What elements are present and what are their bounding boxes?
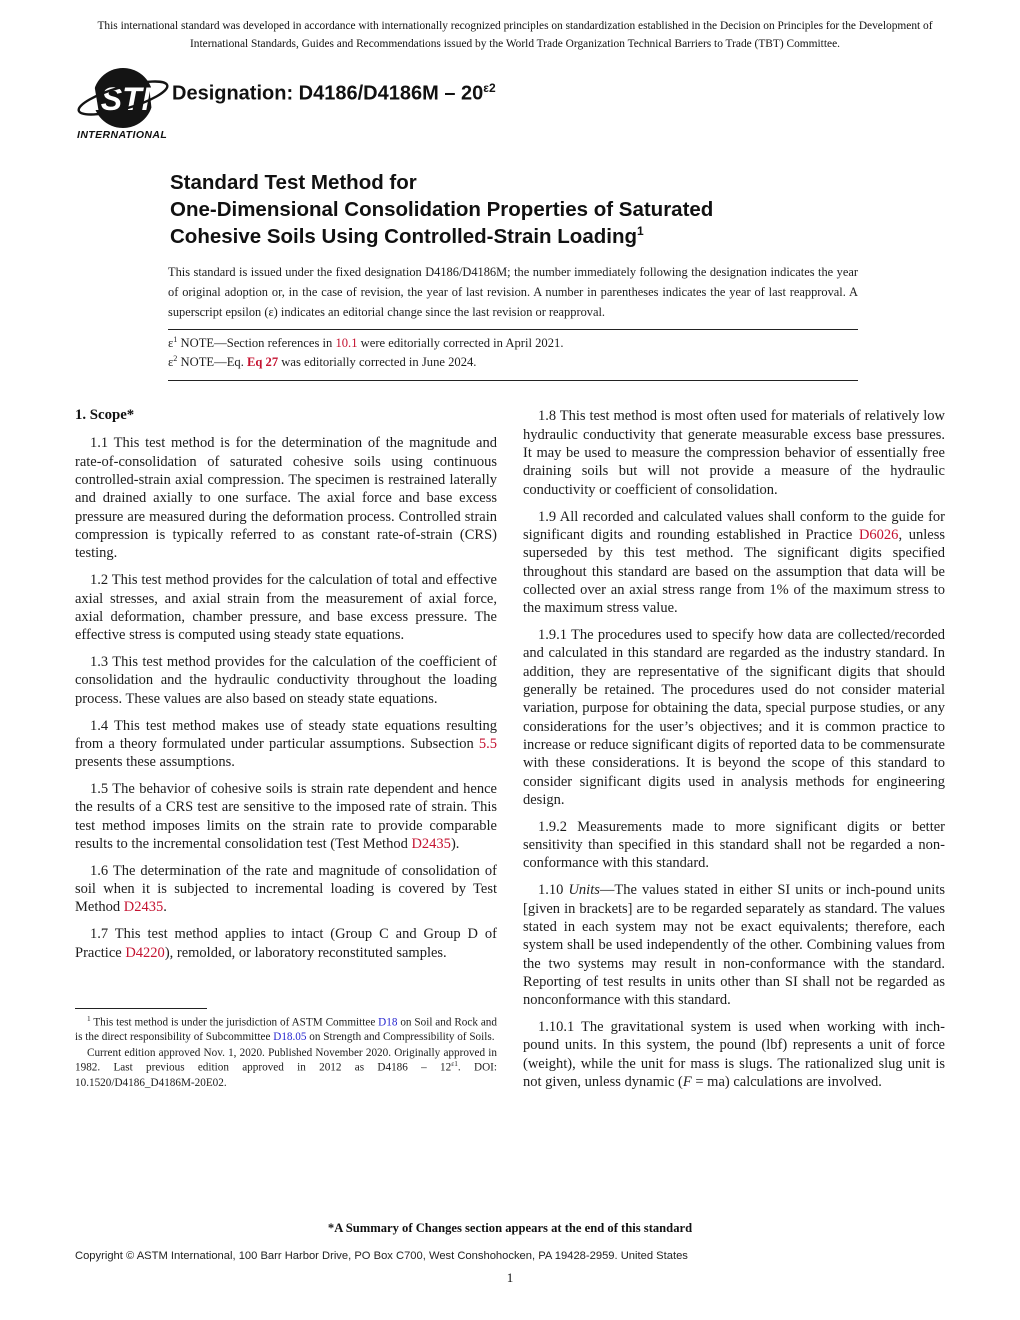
standard-title [170, 169, 945, 250]
title-line-3-text: Cohesive Soils Using Controlled-Strain Loading [170, 225, 637, 249]
footnote-separator [75, 1008, 207, 1009]
text-segment: 1.6 The determination of the rate and magnitude of consolidation of soil when it is subjected to incremental loading is covered by Test Method [75, 862, 497, 916]
epsilon-notes [168, 330, 858, 378]
text-segment: Units [568, 882, 600, 899]
page-number: 1 [506, 1270, 514, 1285]
text-segment: 1.10.1 The gravitational system is used when working with inch-pound units. In this system, the pound (lbf) represents a unit of force (weight), while the unit for mass is slugs. The rationalized slug unit is not given, unless dynamic ( [523, 1019, 945, 1091]
divider-bottom [168, 380, 858, 381]
reference-link[interactable]: D2435 [123, 899, 164, 916]
footnotes [75, 1015, 497, 1090]
title-line-1: Standard Test Method for [170, 171, 417, 195]
paragraph [75, 1046, 497, 1090]
text-segment: ). [450, 835, 460, 852]
text-segment: on Soil and Rock and is the direct responsibility of Subcommittee [75, 1016, 497, 1044]
astm-logo [75, 67, 170, 153]
left-column [75, 407, 497, 1099]
text-segment: 1.8 This test method is most often used for materials of relatively low hydraulic conductivity that generate measurable excess base pressures. It may be used to measure the compression behavior of essentially free draining soils but will not provide a measure of the hydraulic conductivity or coefficient of consolidation. [523, 408, 945, 498]
text-segment: ε [168, 336, 174, 351]
designation [172, 81, 496, 153]
text-segment: 1.7 This test method applies to intact (Group C and Group D of Practice [75, 926, 497, 961]
reference-link[interactable]: D18.05 [273, 1031, 307, 1044]
copyright-line: Copyright © ASTM International, 100 Barr Harbor Drive, PO Box C700, West Conshohocken, PA 19428-2959. United States [75, 1250, 688, 1262]
epsilon-note-2 [168, 353, 858, 372]
reference-link[interactable]: Eq 27 [247, 355, 279, 370]
text-segment: F [682, 1074, 692, 1091]
text-segment: 1.5 The behavior of cohesive soils is strain rate dependent and hence the results of a CRS test are sensitive to the imposed rate of strain. This test method imposes limits on the strain rate to provide comparable results to the incremental consolidation test (Test Method [75, 781, 497, 852]
paragraph [523, 626, 945, 809]
text-segment: 1.9.1 The procedures used to specify how data are collected/recorded and calculated in this standard are regarded as the industry standard. In addition, they are representative of the significant digits that should generally be retained. The procedures used do not consider material variation, purpose for obtaining the data, special purpose studies, or any considerations for the user’s objectives; and it is common practice to increase or reduce significant digits of reported data to be commensurate with these considerations. It is beyond the scope of this standard to consider significant digits used in analysis methods for engineering design. [523, 627, 945, 808]
text-segment: NOTE—Eq. [177, 355, 247, 370]
paragraph [523, 508, 945, 618]
reference-link[interactable]: D6026 [858, 526, 899, 543]
reference-link[interactable]: D4220 [125, 944, 165, 961]
text-segment: ε1 [451, 1060, 458, 1069]
text-segment: ), remolded, or laboratory reconstituted samples. [164, 944, 447, 961]
text-segment: Current edition approved Nov. 1, 2020. Published November 2020. Originally approved in 1982. Last previous edition approved in 2012 as D4186 – 12 [75, 1046, 497, 1075]
issued-statement: This standard is issued under the fixed designation D4186/D4186M; the number immediately following the designation indicates the year of original adoption or, in the case of revision, the year of last revision. A number in parentheses indicates the year of last reapproval. A superscript epsilon (ε) indicates an editorial change since the last revision or reapproval. [168, 265, 858, 319]
paragraph [523, 881, 945, 1009]
title-footnote-marker[interactable]: 1 [637, 224, 644, 239]
right-column [523, 407, 945, 1099]
designation-superscript: ε2 [483, 81, 496, 96]
reference-link[interactable]: D18 [378, 1016, 398, 1029]
text-segment: . [163, 899, 167, 916]
paragraph [75, 653, 497, 708]
masthead [75, 67, 945, 153]
title-line-3 [170, 223, 945, 250]
text-segment: 1.4 This test method makes use of steady state equations resulting from a theory formulated under particular assumptions. Subsection [75, 717, 497, 752]
text-segment: 1 [173, 335, 178, 345]
text-segment: was editorially corrected in June 2024. [278, 355, 477, 370]
svg-text:ASTM: ASTM [77, 81, 169, 118]
text-segment: presents these assumptions. [75, 754, 235, 771]
summary-of-changes-note: *A Summary of Changes section appears at the end of this standard [327, 1221, 693, 1235]
text-segment: on Strength and Compressibility of Soils. [306, 1031, 495, 1044]
tbt-header-note: This international standard was developed in accordance with internationally recognized principles on standardization established in the Decision on Principles for the Development of International Standards, Guides and Recommendations issued by the World Trade Organization Technical Barriers to Trade (TBT) Committee. [97, 20, 933, 50]
text-segment: 2 [173, 354, 178, 364]
title-line-2: One-Dimensional Consolidation Properties of Saturated [170, 198, 714, 222]
text-segment: ε [168, 355, 174, 370]
text-segment: = ma) calculations are involved. [691, 1074, 882, 1091]
text-segment: 1 [87, 1014, 91, 1023]
paragraph [75, 717, 497, 772]
epsilon-note-1 [168, 334, 858, 353]
left-column-paragraphs [75, 434, 497, 962]
paragraph [75, 925, 497, 962]
text-segment: This test method is under the jurisdiction of ASTM Committee [90, 1016, 379, 1029]
designation-text: Designation: D4186/D4186M – 20 [172, 83, 484, 105]
reference-link[interactable]: 10.1 [335, 336, 358, 351]
paragraph [75, 780, 497, 853]
text-segment: , unless superseded by this test method. The significant digits specified throughout this standard are based on the assumption that data will be collected over an axial stress range from 1% of the maximum stress to the maximum stress value. [523, 526, 945, 617]
text-segment: 1.1 This test method is for the determination of the magnitude and rate-of-consolidation of saturated cohesive soils using continuous controlled-strain axial compression. The specimen is restrained laterally and drained axially to one surface. The axial force and base excess pressure are measured during the deformation process. Controlled strain compression is typically referred to as constant rate-of-strain (CRS) testing. [75, 435, 497, 562]
text-segment: NOTE—Section references in [177, 336, 336, 351]
reference-link[interactable]: D2435 [411, 835, 451, 852]
paragraph [523, 818, 945, 873]
text-segment: were editorially corrected in April 2021. [357, 336, 564, 351]
paragraph [75, 434, 497, 562]
section-heading-scope: 1. Scope* [75, 407, 135, 424]
paragraph [75, 862, 497, 917]
paragraph [75, 1015, 497, 1045]
paragraph [523, 1018, 945, 1091]
text-segment: . DOI: 10.1520/D4186_D4186M-20E02. [75, 1062, 497, 1089]
text-segment: 1.2 This test method provides for the calculation of total and effective axial stresses, and axial strain from the measurement of axial force, axial deformation, chamber pressure, and base excess pressure. The effective stress is computed using steady state equations. [75, 572, 497, 644]
paragraph [75, 571, 497, 644]
astm-globe-icon [75, 67, 187, 129]
text-segment: —The values stated in either SI units or inch-pound units [given in brackets] are to be regarded separately as standard. The values stated in each system may not be exact equivalents; therefore, each system shall be used independently of the other. Combining values from the two systems may result in non-conformance with the standard. Reporting of test results in units other than SI shall not be regarded as nonconformance with this standard. [523, 882, 946, 1009]
paragraph [523, 407, 945, 499]
astm-logo-subtext: INTERNATIONAL [77, 129, 168, 142]
text-segment: 1.9.2 Measurements made to more significant digits or better sensitivity than specified in this standard shall not be regarded a non-conformance with this standard. [523, 818, 945, 872]
text-segment: 1.9 All recorded and calculated values shall conform to the guide for significant digits and rounding established in Practice [523, 508, 945, 543]
body-columns [75, 407, 945, 1099]
reference-link[interactable]: 5.5 [478, 735, 497, 752]
text-segment: 1.3 This test method provides for the calculation of the coefficient of consolidation and the hydraulic conductivity throughout the loading process. These values are also based on steady state equations. [75, 654, 497, 707]
right-column-paragraphs [523, 407, 945, 1091]
text-segment: 1.10 [538, 882, 569, 899]
